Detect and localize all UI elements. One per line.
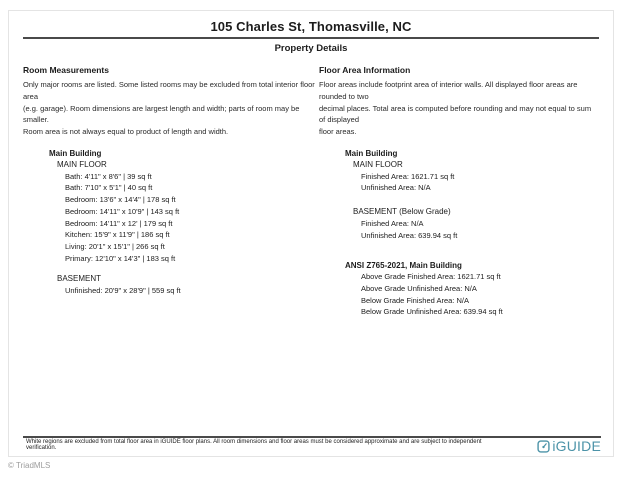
iguide-logo-icon — [537, 440, 550, 453]
room-line: Bedroom: 14'11" x 10'9" | 143 sq ft — [65, 206, 180, 216]
floor-area-description-line: floor areas. — [319, 127, 357, 137]
ansi-heading: ANSI Z765-2021, Main Building — [345, 261, 462, 271]
room-line: Unfinished: 20'9" x 28'9" | 559 sq ft — [65, 286, 181, 296]
main-floor-block — [57, 159, 319, 264]
room-line: Bedroom: 13'6" x 14'4" | 178 sq ft — [65, 195, 176, 205]
page-title: 105 Charles St, Thomasville, NC — [210, 19, 412, 34]
room-measurements-description-line: Only major rooms are listed. Some listed rooms may be excluded from total interior floor area — [23, 80, 315, 101]
floor-name: MAIN FLOOR — [353, 159, 403, 169]
mls-copyright: © TriadMLS — [8, 461, 51, 470]
floor-area-description-line: Floor areas include footprint area of interior walls. All displayed floor areas are rounded to two — [319, 80, 578, 101]
floor-area-description-line: decimal places. Total area is computed before rounding and may not equal to sum of displayed — [319, 103, 592, 125]
basement-block — [57, 273, 319, 296]
area-line: Unfinished Area: 639.94 sq ft — [361, 230, 458, 240]
ansi-line: Below Grade Finished Area: N/A — [361, 295, 469, 305]
ansi-block — [353, 271, 599, 318]
area-line: Finished Area: N/A — [361, 218, 424, 228]
footer-divider — [23, 436, 601, 438]
floor-name: BASEMENT (Below Grade) — [353, 207, 451, 217]
building-name: Main Building — [345, 148, 398, 158]
room-measurements-description-line: (e.g. garage). Room dimensions are largest length and width; parts of room may be smaller. — [23, 103, 300, 125]
iguide-logo-text: iGUIDE — [552, 438, 601, 454]
footer-disclaimer: White regions are excluded from total floor area in iGUIDE floor plans. All room dimensions and floor areas must be considered approximate and are subject to independent verification. — [26, 439, 482, 451]
ansi-line: Below Grade Unfinished Area: 639.94 sq ft — [361, 307, 503, 317]
room-line: Living: 20'1" x 15'1" | 266 sq ft — [65, 241, 165, 251]
title-divider — [23, 37, 599, 39]
floor-name: BASEMENT — [57, 274, 102, 284]
ansi-line: Above Grade Unfinished Area: N/A — [361, 283, 477, 293]
iguide-logo[interactable] — [537, 438, 601, 454]
room-measurements-description-line: Room area is not always equal to product of length and width. — [23, 127, 229, 137]
main-floor-area-block — [353, 159, 599, 194]
room-line: Bath: 4'11" x 8'6" | 39 sq ft — [65, 171, 152, 181]
area-line: Unfinished Area: N/A — [361, 183, 431, 193]
building-name: Main Building — [49, 148, 102, 158]
floor-name: MAIN FLOOR — [57, 159, 107, 169]
document-page — [8, 10, 614, 457]
content-columns — [9, 65, 613, 318]
floor-area-heading: Floor Area Information — [319, 65, 411, 75]
area-line: Finished Area: 1621.71 sq ft — [361, 171, 455, 181]
page-subtitle: Property Details — [274, 43, 348, 54]
ansi-line: Above Grade Finished Area: 1621.71 sq ft — [361, 272, 501, 282]
room-line: Bath: 7'10" x 5'1" | 40 sq ft — [65, 183, 153, 193]
room-line: Kitchen: 15'9" x 11'9" | 186 sq ft — [65, 230, 170, 240]
room-measurements-section — [23, 65, 319, 318]
room-line: Bedroom: 14'11" x 12' | 179 sq ft — [65, 218, 173, 228]
floor-area-section — [319, 65, 599, 318]
basement-area-block — [353, 206, 599, 241]
room-line: Primary: 12'10" x 14'3" | 183 sq ft — [65, 253, 176, 263]
room-measurements-heading: Room Measurements — [23, 65, 109, 75]
